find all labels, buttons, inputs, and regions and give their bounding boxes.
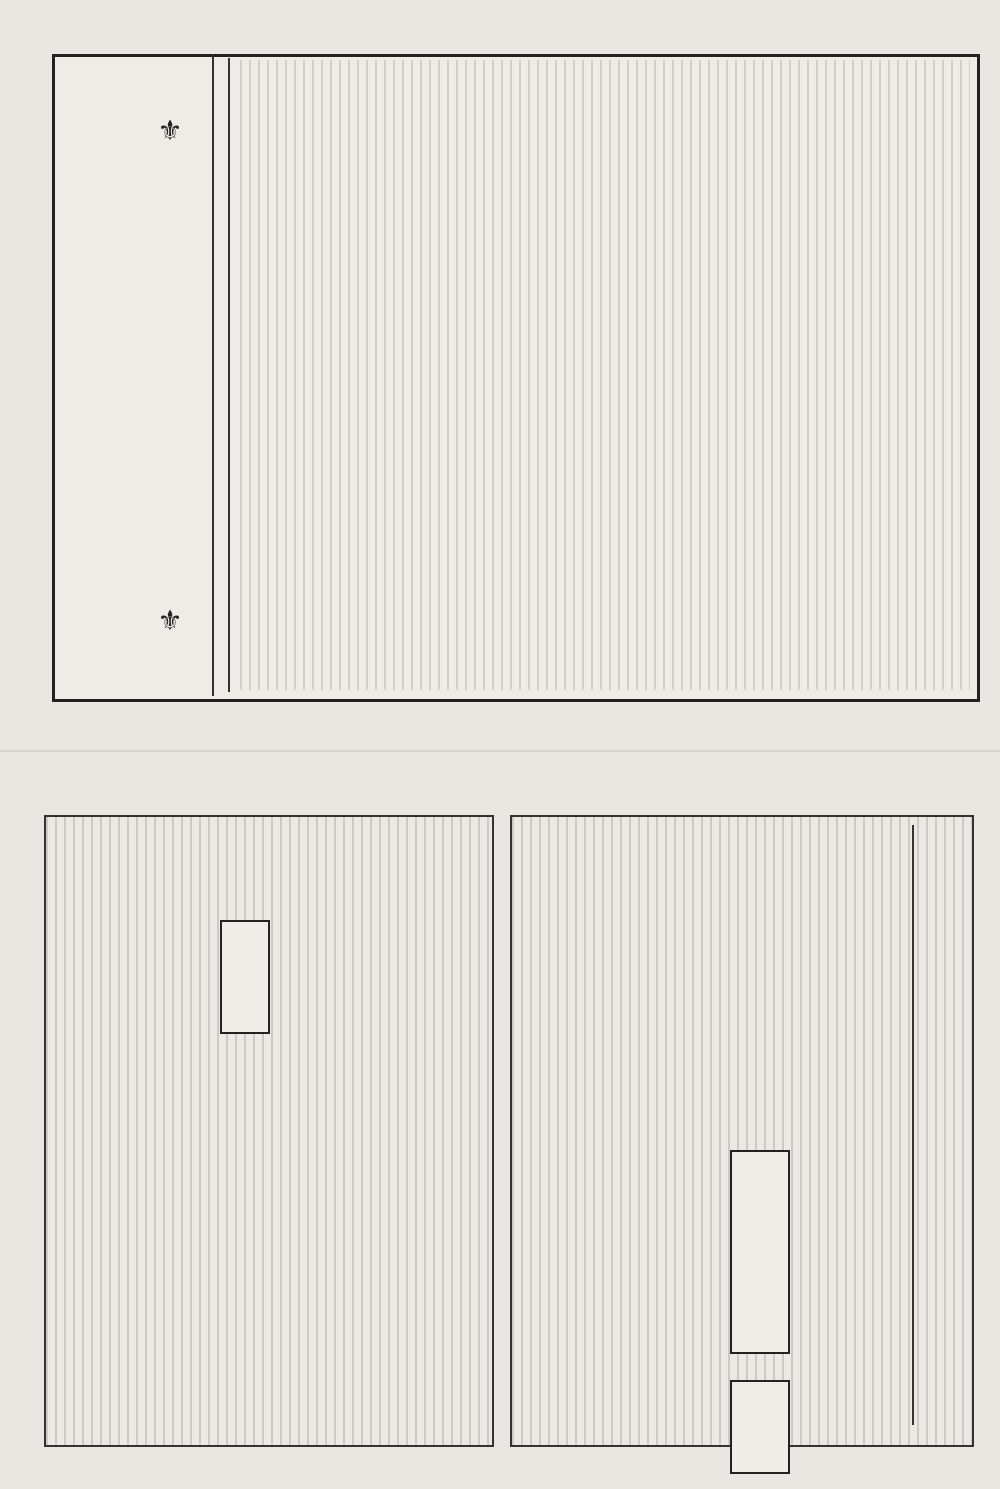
- section-heading-box: [730, 1150, 790, 1354]
- page-fold: [0, 750, 1000, 752]
- text-column-left: [44, 815, 494, 1447]
- section-heading-box: [220, 920, 270, 1034]
- novel-text-block: [240, 60, 970, 690]
- fleur-ornament-icon: ⚜: [157, 603, 183, 637]
- section-heading-box: [730, 1380, 790, 1474]
- column-rule: [228, 58, 230, 692]
- fleur-ornament-icon: ⚜: [157, 113, 183, 147]
- column-rule: [912, 825, 914, 1425]
